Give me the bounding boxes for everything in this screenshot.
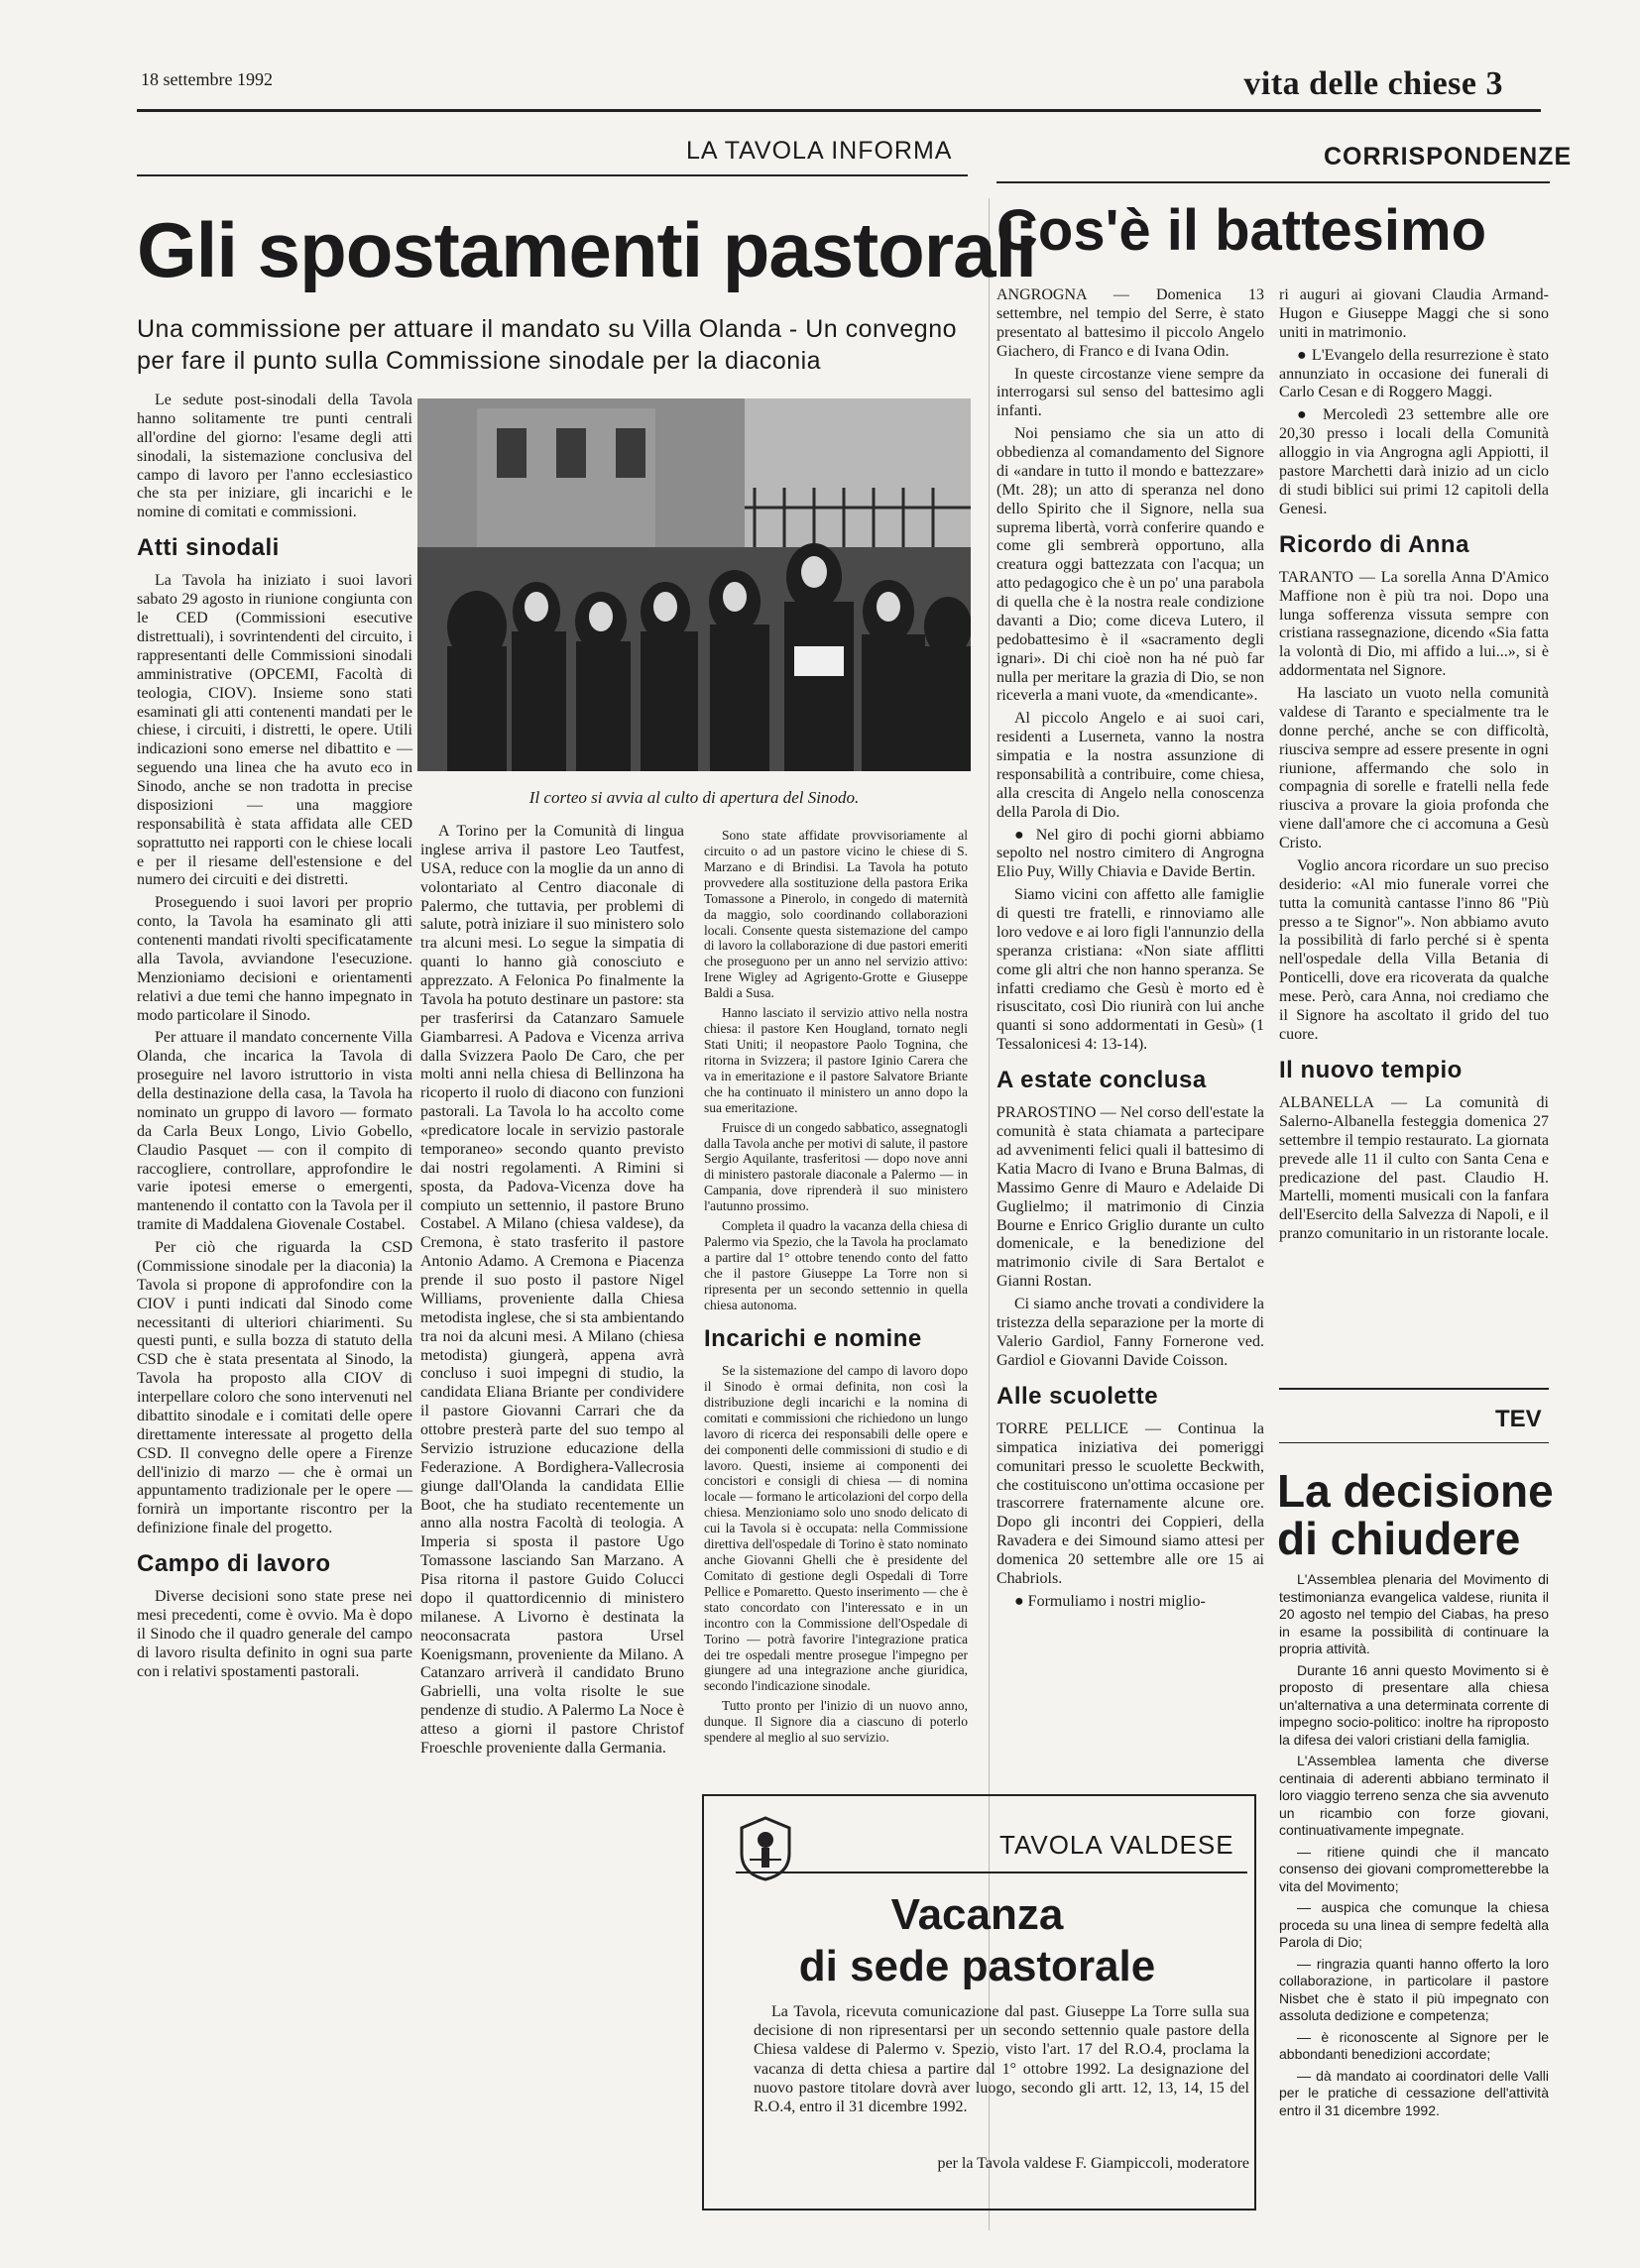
paragraph: ALBANELLA — La comunità di Salerno-Albanella festeggia domenica 27 settembre il tempio restaurato. La giornata prevede alle 11 il culto con Santa Cena e predicazione del past. Claudio H. Martelli, momenti musicali con la fanfara dell'Esercito della Salvezza di Napoli, e il pranzo comunitario in un ristorante locale. bbox=[1279, 1094, 1549, 1243]
issue-date: 18 settembre 1992 bbox=[141, 69, 273, 89]
paragraph: Completa il quadro la vacanza della chiesa di Palermo via Spezio, che la Tavola ha proclamato a partire dal 1° ottobre tenendo conto del fatto che il pastore Giuseppe La Torre non si ripresenta per un secondo settennio in quella chiesa autonoma. bbox=[704, 1218, 968, 1312]
paragraph: ● L'Evangelo della resurrezione è stato annunziato in occasione dei funerali di Carlo Cesan e di Roggero Maggi. bbox=[1279, 346, 1549, 401]
subhead-atti-sinodali: Atti sinodali bbox=[137, 534, 280, 562]
synod-procession-photo bbox=[417, 398, 971, 771]
masthead-rule bbox=[137, 109, 1541, 112]
tev-rule-top bbox=[1279, 1388, 1549, 1390]
paragraph: Al piccolo Angelo e ai suoi cari, residenti a Luserneta, vanno la nostra simpatia e la nostra assunzione di responsabilità a contribuire, come chiesa, alla crescita di Angelo nella conoscenza della Parola di Dio. bbox=[996, 710, 1264, 821]
paragraph: Le sedute post-sinodali della Tavola hanno solitamente tre punti centrali all'ordine del giorno: l'esame degli atti sinodali, la sistemazione conclusiva del campo di lavoro per l'anno ecclesiastico che sta per iniziare, gli incarichi e le nomine di comitati e commissioni. bbox=[137, 392, 412, 521]
paragraph: — auspica che comunque la chiesa proceda su una linea di sempre fedeltà alla Parola di Dio; bbox=[1279, 1899, 1549, 1950]
title-alle-scuolette: Alle scuolette bbox=[996, 1382, 1159, 1410]
kicker-rule-left bbox=[137, 174, 968, 176]
paragraph: Voglio ancora ricordare un suo preciso desiderio: «Al mio funerale vorrei che tutta la comunità cantasse l'inno 86 "Più presso a te Signor"». Non abbiamo avuto la possibilità di farlo perché si è spenta nell'ospedale della Villa Betania di Ponticelli, dove era ricoverata da qualche mese. Però, cara Anna, noi crediamo che il Signore ha ascoltato il grido del tuo cuore. bbox=[1279, 856, 1549, 1043]
headline-line: Vacanza bbox=[890, 1890, 1064, 1939]
paragraph: TORRE PELLICE — Continua la simpatica iniziativa dei pomeriggi comunitari presso le scuolette Beckwith, che costituiscono un'ottima occasione per trascorrere fraternamente alcune ore. Dopo gli incontri dei Coppieri, della Ravadera e dei Simound siamo attesi per domenica 20 settembre alle ore 15 ai Chabriols. bbox=[996, 1419, 1264, 1587]
right-column bbox=[1279, 286, 1549, 1248]
paragraph: ● Formuliamo i nostri miglio- bbox=[1014, 1592, 1206, 1610]
paragraph: PRAROSTINO — Nel corso dell'estate la comunità è stata chiamata a partecipare ad avvenimenti felici quali il battesimo di Katia Macro di Ivano e Bruna Balmas, di Massimo Genre di Mauro e Adelaide Di Guglielmo; il matrimonio di Cinzia Bourne e Enrico Griglio durante un culto domenicale, e la benedizione del matrimonio civile di Sara Bertalot e Gianni Rostan. bbox=[996, 1104, 1264, 1291]
section-title: vita delle chiese 3 bbox=[1243, 65, 1503, 102]
subhead-campo-di-lavoro: Campo di lavoro bbox=[137, 1550, 331, 1578]
photo-illustration bbox=[417, 398, 971, 771]
paragraph: TARANTO — La sorella Anna D'Amico Maffione non è più tra noi. Dopo una lunga sofferenza vissuta sempre con cristiana rassegnazione, dicendo «Sia fatta la volontà di Dio, mi affido a lui...», si è addormentata nel Signore. bbox=[1279, 568, 1549, 680]
decisione-body bbox=[1279, 1571, 1549, 2123]
main-article-col2 bbox=[420, 823, 684, 1762]
paragraph: Sono state affidate provvisoriamente al circuito o ad un pastore vicino le chiese di S. Marzano e di Brindisi. La Tavola ha potuto provvedere alla sostituzione della pastora Erika Tomassone a Pinerolo, in congedo di maternità da maggio, solo coordinando collaborazioni locali. Consente questa sistemazione del campo di lavoro la collaborazione di due pastori emeriti che proseguono per un anno nel servizio attivo: Irene Wigley ad Agrigento-Grotte e Giuseppe Baldi a Susa. bbox=[704, 828, 968, 1001]
paragraph: Ci siamo anche trovati a condividere la tristezza della separazione per la morte di Valerio Gardiol, Fanny Fornerone ved. Gardiol e Giovanni Davide Coisson. bbox=[996, 1296, 1264, 1369]
paragraph: Ha lasciato un vuoto nella comunità valdese di Taranto e specialmente tra le donne perché, anche se con difficoltà, riusciva sempre ad essere presente in ogni riunione, affermando che solo in compagnia di sorelle e fratelli nella fede riusciva a provare la gioia profonda che viene dall'amore che ci accomuna a Gesù Cristo. bbox=[1279, 685, 1549, 852]
vacanza-body bbox=[754, 2002, 1249, 2116]
title-ricordo-di-anna: Ricordo di Anna bbox=[1279, 530, 1469, 558]
paragraph: A Torino per la Comunità di lingua inglese arriva il pastore Leo Tautfest, USA, reduce con la moglie da un anno di volontariato al Centro diaconale di Palermo, che tuttavia, per problemi di salute, potrà iniziare il suo ministero solo tra alcuni mesi. Lo segue la simpatia di quanti lo hanno già conosciuto e apprezzato. A Felonica Po finalmente la Tavola ha potuto destinare un pastore: sta per trasferirsi da Catanzaro Samuele Giambarresi. A Padova e Vicenza arriva dalla Svizzera Paolo De Caro, che per molti anni nella chiesa di Bellinzona ha ricoperto il ruolo di diacono con funzioni pastorali. La Tavola lo ha accolto come «predicatore locale in servizio pastorale temporaneo» secondo quanto previsto dai nostri regolamenti. A Rimini si sposta, da Padova-Vicenza dove ha compiuto un settennio, il pastore Bruno Costabel. A Milano (chiesa valdese), da Cremona, è stato trasferito il pastore Antonio Adamo. A Cremona e Piacenza prende il suo posto il pastore Nigel Williams, proveniente dalla Chiesa metodista inglese, che si sta ambientando tra noi da alcuni mesi. A Milano (chiesa metodista) giungerà, appena avrà concluso i suoi impegni di studio, la candidata Eliana Briante per condividere il pastore Giovanni Carrari che da ottobre presterà parte del suo tempo al Servizio istruzione educazione della Federazione. A Bordighera-Vallecrosia giunge dall'Olanda la candidata Ellie Boot, che ha studiato recentemente un anno alla nostra Facoltà di teologia. A Imperia si sposta il pastore Ugo Tomassone lasciando San Marzano. A Pisa ritorna il pastore Guido Colucci dopo il quattordicennio di ministero milanese. A Livorno è destinata la neoconsacrata pastora Ursel Koenigsmann, proveniente da Milano. A Catanzaro arriverà il candidato Bruno Gabrielli, una volta risolte le sue pendenze di studio. A Palermo La Noce è atteso a giorni il pastore Christof Froeschle proveniente dalla Germania. bbox=[420, 823, 684, 1757]
title-a-estate-conclusa: A estate conclusa bbox=[996, 1067, 1207, 1093]
paragraph: Fruisce di un congedo sabbatico, assegnatogli dalla Tavola anche per motivi di salute, il pastore Sergio Aquilante, trasferitosi — dopo nove anni di ministero pastorale diaconale a Palermo — in Campania, dove riprenderà il suo ministero l'autunno prossimo. bbox=[704, 1119, 968, 1214]
paragraph: Per attuare il mandato concernente Villa Olanda, che incarica la Tavola di proseguire nel lavoro istruttorio in vista della destinazione della casa, la Tavola ha nominato un gruppo di lavoro — formato da Carla Beux Longo, Livio Gobello, Claudio Pasquet — con il compito di raccogliere, controllare, approfondire le varie ipotesi emerse o emergenti, mantenendo il contatto con la Tavola per il tramite di Maddalena Giovenale Costabel. bbox=[137, 1029, 412, 1234]
paragraph: Siamo vicini con affetto alle famiglie di questi tre fratelli, e rinnoviamo alle loro vedove e ai loro figli l'annunzio della speranza cristiana: «Non siate afflitti come gli altri che non hanno speranza. Se infatti crediamo che Gesù è morto ed è risuscitato, così Dio riunirà con lui anche quanti si sono addormentati in Gesù» (1 Tessalonicesi 4: 13-14). bbox=[996, 886, 1264, 1054]
vacanza-rule bbox=[736, 1871, 1247, 1873]
subhead-incarichi-e-nomine: Incarichi e nomine bbox=[704, 1324, 922, 1352]
paragraph: L'Assemblea plenaria del Movimento di testimonianza evangelica valdese, riunita il 20 agosto nel tempio del Ciabas, ha preso in esame la possibilità di continuare la propria attività. bbox=[1279, 1571, 1549, 1656]
paragraph: Hanno lasciato il servizio attivo nella nostra chiesa: il pastore Ken Hougland, tornato negli Stati Uniti; il neopastore Paolo Tognina, che ritorna in Svizzera; il pastore Iginio Carera che va in emeritazione e il pastore Salvatore Briante che ha continuato il ministero un anno dopo la sua emeritazione. bbox=[704, 1005, 968, 1115]
vacanza-headline bbox=[702, 1889, 1252, 1992]
title-il-nuovo-tempio: Il nuovo tempio bbox=[1279, 1056, 1463, 1083]
paragraph: Se la sistemazione del campo di lavoro dopo il Sinodo è ormai definita, non così la distribuzione degli incarichi e la nomina di comitati e commissioni che richiedono un lungo lavoro di ricerca dei responsabili delle opere e dei componenti delle commissioni di studio e di lavoro. Questi, insieme ai componenti dei concistori e consigli di chiesa — di nomina locale — formano le articolazioni del corpo della chiesa. Menzioniamo solo uno snodo delicato di cui la Tavola si è occupata: nella Commissione direttiva dell'ospedale di Torino è stato nominato anche Giovanni Ghelli che è presidente del Comitato di gestione degli Ospedali di Torre Pellice e Pomaretto. Questo inserimento — che è stato concordato con l'interessato e in un incontro con la Commissione dell'Ospedale di Torino — potrà favorire l'integrazione pratica dei tre ospedali mentre prosegue l'impegno per giungere ad una integrazione anche giuridica, secondo l'indicazione sinodale. bbox=[704, 1362, 968, 1694]
paragraph: L'Assemblea lamenta che diverse centinaia di aderenti abbiano terminato il loro viaggio terreno senza che sia avvenuto un ricambio con forze giovani, continuativamente impegnate. bbox=[1279, 1753, 1549, 1838]
paragraph: — dà mandato ai coordinatori delle Valli per le pratiche di cessazione dell'attività entro il 31 dicembre 1992. bbox=[1279, 2067, 1549, 2118]
tev-rule-bottom bbox=[1279, 1442, 1549, 1443]
kicker-rule-right bbox=[996, 181, 1550, 183]
paragraph: ● Nel giro di pochi giorni abbiamo sepolto nel nostro cimitero di Angrogna Elio Puy, Willy Chiavia e Davide Bertin. bbox=[996, 826, 1264, 881]
battesimo-headline: Cos'è il battesimo bbox=[996, 198, 1487, 263]
headline-line: di chiudere bbox=[1277, 1513, 1521, 1565]
vacanza-kicker: TAVOLA VALDESE bbox=[999, 1830, 1234, 1860]
paragraph: Per ciò che riguarda la CSD (Commissione sinodale per la diaconia) la Tavola si propone di approfondire con la CIOV i punti indicati dal Sinodo come necessitanti di ulteriori chiarimenti. Su questi punti, e sulla bozza di statuto della CSD che è stata presentata al Sinodo, la Tavola ha proposto alla CIOV di interpellare coloro che sono intervenuti nel dibattito sinodale e i comitati delle opere direttamente interessate al progetto della CSD. Il convegno delle opere a Firenze dell'inizio di marzo — che è ormai un appuntamento tradizionale per le opere — fornirà un importante riscontro per la definizione finale del progetto. bbox=[137, 1239, 412, 1537]
headline-line: La decisione bbox=[1277, 1465, 1554, 1517]
paragraph: In queste circostanze viene sempre da interrogarsi sul senso del battesimo agli infanti. bbox=[996, 365, 1264, 420]
tev-kicker: TEV bbox=[1495, 1406, 1542, 1432]
battesimo-column bbox=[996, 286, 1264, 1616]
photo-caption: Il corteo si avvia al culto di apertura del Sinodo. bbox=[528, 788, 860, 807]
paragraph: ri auguri ai giovani Claudia Armand-Hugon e Giuseppe Maggi che si sono uniti in matrimonio. bbox=[1279, 286, 1549, 341]
main-headline: Gli spostamenti pastorali bbox=[137, 206, 1036, 293]
paragraph: — ringrazia quanti hanno offerto la loro collaborazione, in particolare il pastore Nisbet che è stato il più impegnato con assoluta dedizione e competenza; bbox=[1279, 1955, 1549, 2023]
headline-line: di sede pastorale bbox=[798, 1941, 1156, 1990]
paragraph: La Tavola, ricevuta comunicazione dal past. Giuseppe La Torre sulla sua decisione di non ripresentarsi per un secondo settennio quale pastore della Chiesa valdese di Palermo v. Spezio, visto l'art. 17 del R.O.4, proclama la vacanza di detta chiesa a partire dal 1° ottobre 1992. La designazione del nuovo pastore titolare dovrà aver luogo, secondo gli artt. 12, 13, 14, 15 del R.O.4, entro il 31 dicembre 1992. bbox=[754, 2003, 1249, 2115]
paragraph: — ritiene quindi che il mancato consenso dei giovani comprometterebbe la vita del Movimento; bbox=[1279, 1843, 1549, 1894]
paragraph: Proseguendo i suoi lavori per proprio conto, la Tavola ha esaminato gli atti contenenti mandati rivolti specificatamente alla Tavola, avviandone l'esecuzione. Menzioniamo decisioni e orientamenti relativi a due temi che hanno impegnato in modo particolare il Sinodo. bbox=[137, 894, 412, 1024]
paragraph: ● Mercoledì 23 settembre alle ore 20,30 presso i locali della Comunità alloggio in via Angrogna agli Appiotti, il pastore Marchetti darà inizio ad un ciclo di studi biblici sui primi 12 capitoli della Genesi. bbox=[1279, 406, 1549, 517]
main-article-intro bbox=[137, 392, 412, 1686]
main-article-col3 bbox=[704, 828, 968, 1750]
kicker-tavola-informa: LA TAVOLA INFORMA bbox=[686, 137, 953, 165]
paragraph: Durante 16 anni questo Movimento si è proposto di presentare alla chiesa un'alternativa a una determinata corrente di impegno socio-politico: inoltre ha riproposto la difesa dei valori cristiani della famiglia. bbox=[1279, 1661, 1549, 1748]
paragraph: La Tavola ha iniziato i suoi lavori sabato 29 agosto in riunione congiunta con le CED (Commissioni esecutive distrettuali), i sovrintendenti del circuito, i rappresentanti delle Commissioni sinodali amministrative (OPCEMI, Facoltà di teologia, CIOV). Insieme sono stati esaminati gli atti contenenti mandati per le chiese, i circuiti, i distretti, le opere. Utili indicazioni sono emerse nel dibattito e — seguendo una linea che ha avuto eco in Sinodo, anche se non tradotta in precise disposizioni — una maggiore responsabilità è stata affidata alle CED soprattutto nei rapporti con le chiese locali e per il riesame dell'estensione e del numero dei circuiti e dei distretti. bbox=[137, 572, 412, 889]
paragraph: Noi pensiamo che sia un atto di obbedienza al comandamento del Signore di «andare in tutto il mondo e battezzare» (Mt. 28); un atto di speranza nel dono dello Spirito che il Signore, nella sua suprema libertà, vorrà conferire quando e come gli sembrerà opportuno, alla creatura oggi battezzata con l'acqua; un atto pedagogico che è un po' una parabola di quella che è la nostra reale condizione davanti a Dio; come diceva Lutero, il pedobattesimo è il «sacramento degli ignari». Di chi cioè non ha né può far nulla per meritare la grazia di Dio, se non riceverla a mani vuote, da «mendicante». bbox=[996, 425, 1264, 705]
paragraph: Diverse decisioni sono state prese nei mesi precedenti, come è ovvio. Ma è dopo il Sinodo che il quadro generale del campo di lavoro risulta definito in ogni sua parte con i relativi spostamenti pastorali. bbox=[137, 1588, 412, 1680]
paragraph: ANGROGNA — Domenica 13 settembre, nel tempio del Serre, è stato presentato al battesimo il piccolo Angelo Giachero, di Franco e di Ivana Odin. bbox=[996, 286, 1264, 360]
paragraph: Tutto pronto per l'inizio di un nuovo anno, dunque. Il Signore dia a ciascuno di poterlo spendere al meglio al suo servizio. bbox=[704, 1698, 968, 1746]
paragraph: — è riconoscente al Signore per le abbondanti benedizioni accordate; bbox=[1279, 2028, 1549, 2062]
decisione-headline bbox=[1277, 1467, 1554, 1563]
kicker-corrispondenze: CORRISPONDENZE bbox=[1324, 143, 1573, 170]
main-subhead: Una commissione per attuare il mandato su Villa Olanda - Un convegno per fare il punto sulla Commissione sinodale per la diaconia bbox=[137, 315, 958, 375]
vacanza-signature: per la Tavola valdese F. Giampiccoli, moderatore bbox=[937, 2155, 1249, 2172]
